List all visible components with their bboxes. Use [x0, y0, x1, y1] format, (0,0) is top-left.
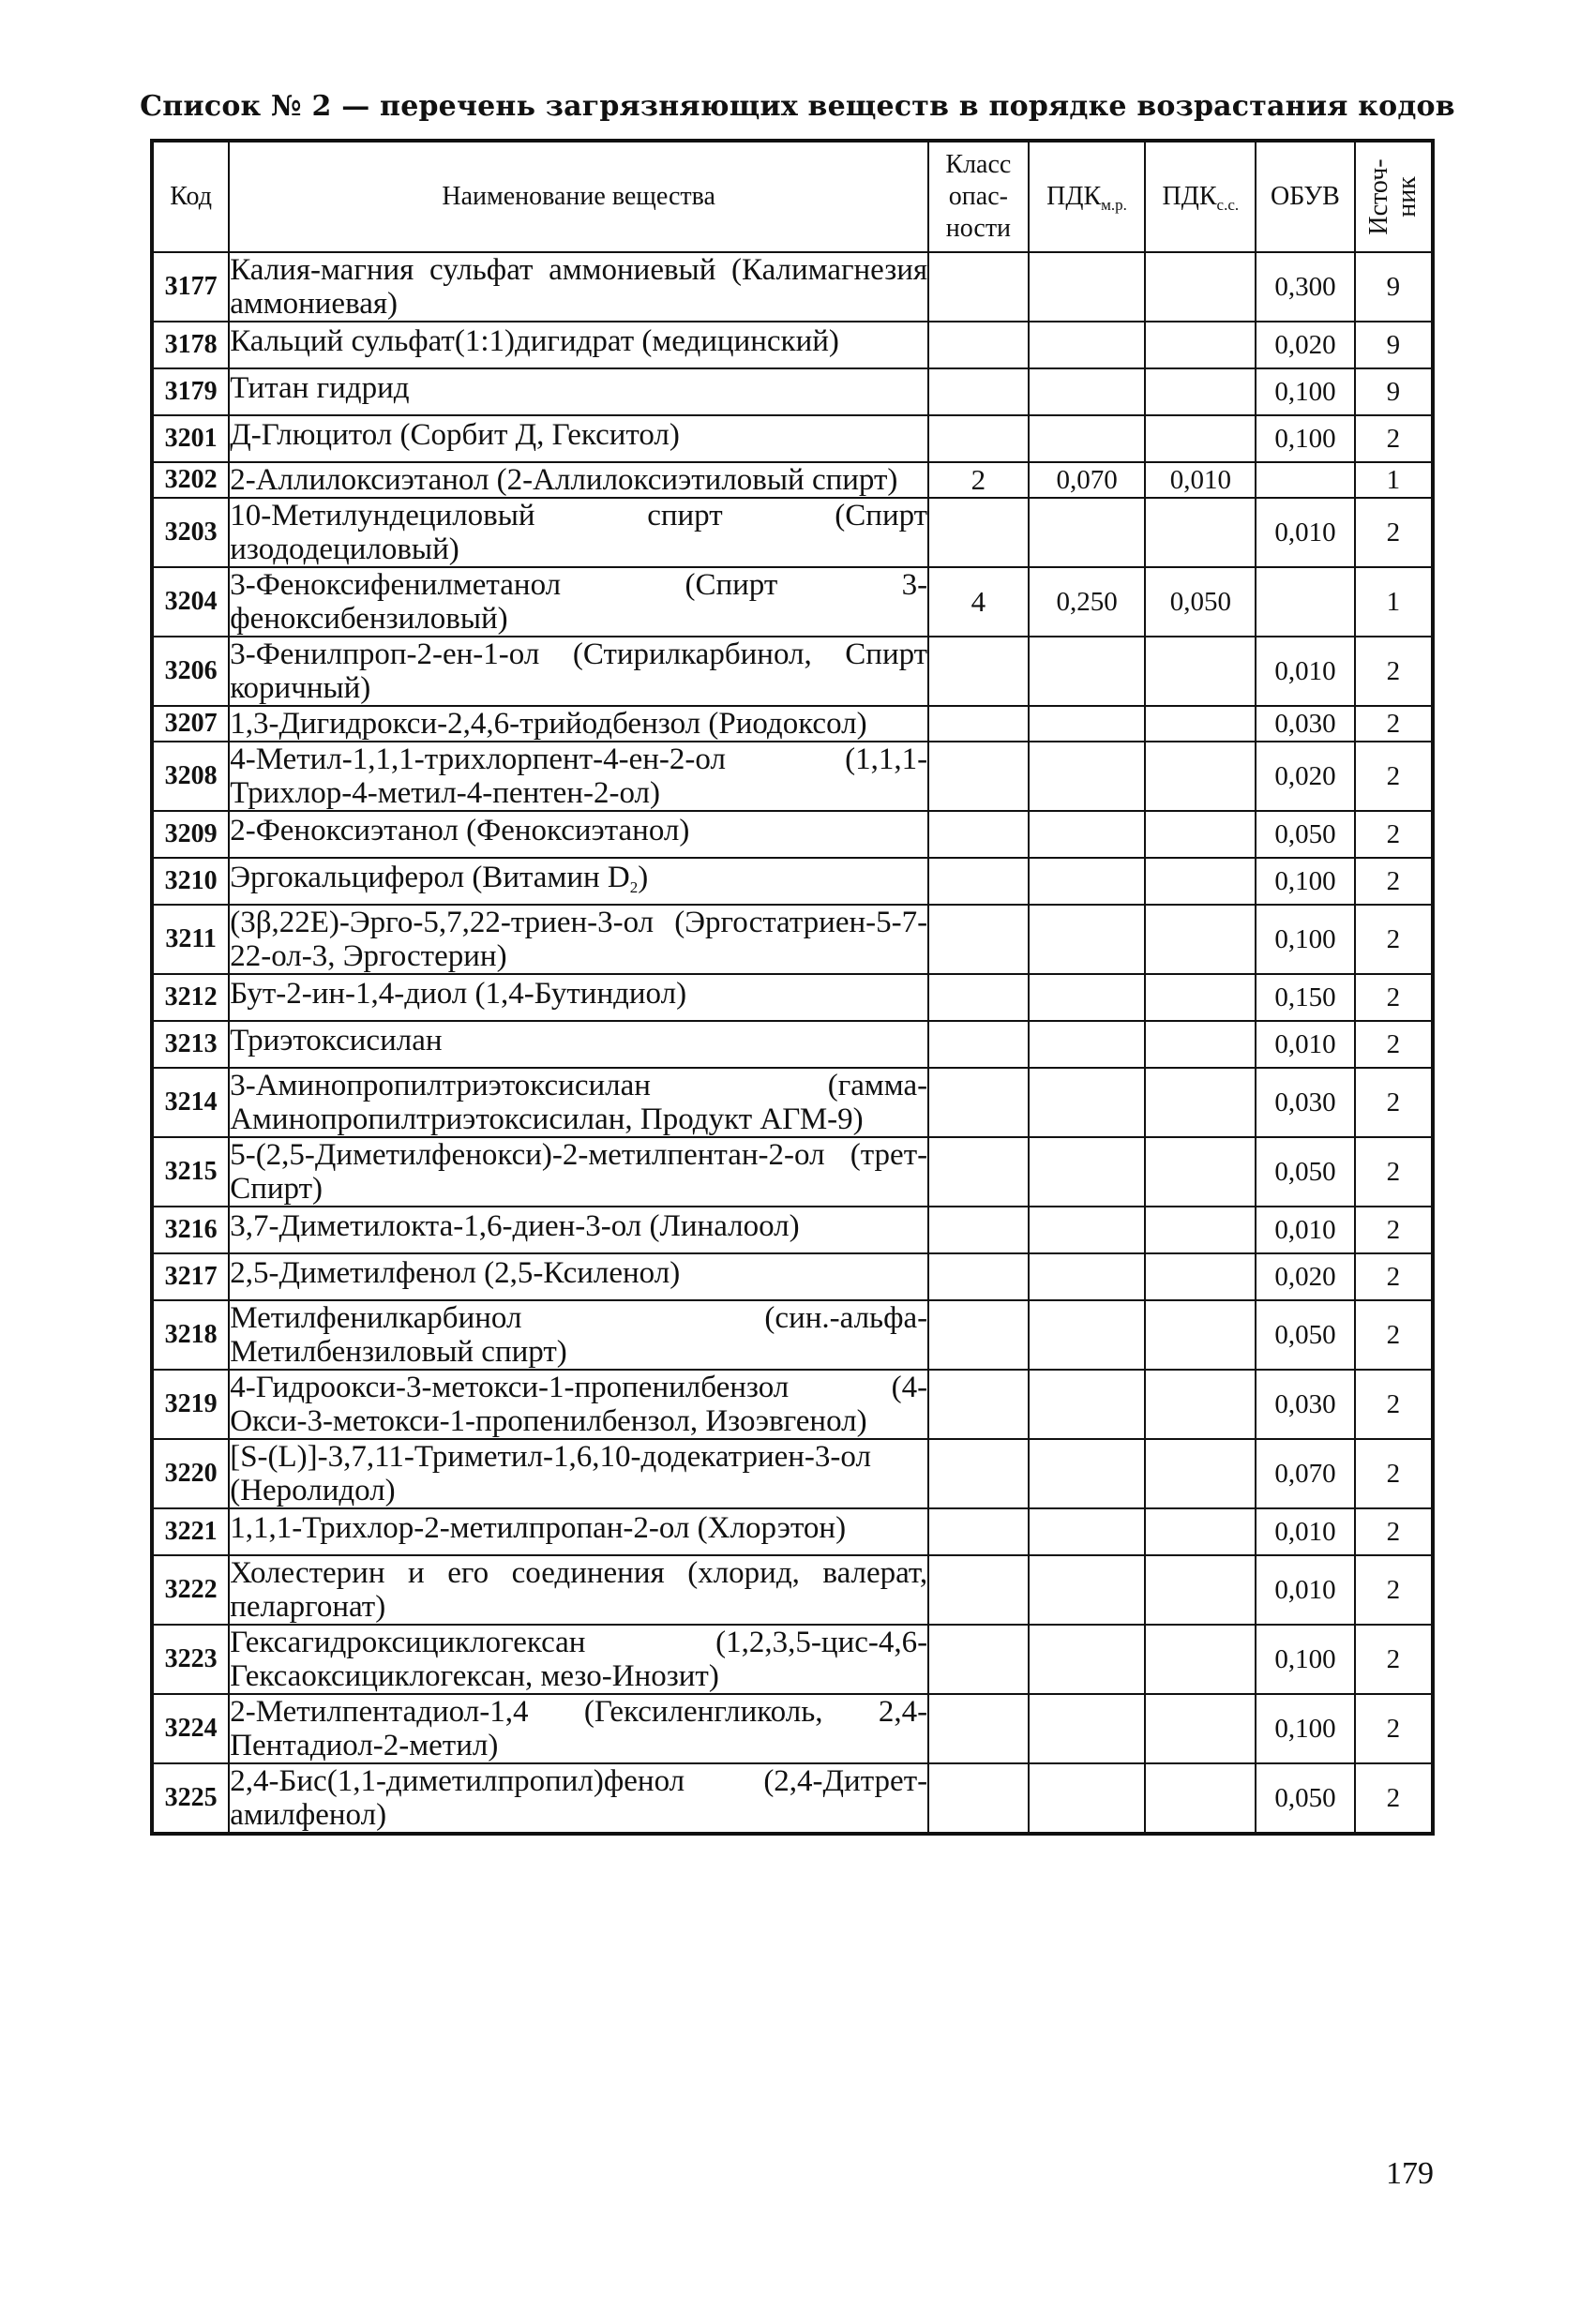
source-value: 1: [1355, 567, 1433, 637]
pdk-ss-value: [1145, 1508, 1256, 1555]
substance-code: 3202: [152, 462, 229, 498]
table-row: [152, 1625, 1433, 1694]
pdk-mr-value: 0,250: [1029, 567, 1146, 637]
pdk-ss-value: [1145, 1625, 1256, 1694]
obuv-value: 0,070: [1256, 1439, 1355, 1508]
table-header-row: [152, 141, 1433, 252]
substances-table: [150, 139, 1435, 1836]
hazard-class: [928, 1253, 1029, 1300]
table-row: [152, 1694, 1433, 1763]
source-value: 9: [1355, 252, 1433, 322]
source-value: 2: [1355, 905, 1433, 974]
hazard-class: [928, 706, 1029, 742]
pdk-mr-value: [1029, 905, 1146, 974]
obuv-value: 0,030: [1256, 706, 1355, 742]
substance-name: 3-Фенилпроп-2-ен-1-ол (Стирилкарбинол, Спирт коричный): [230, 637, 928, 705]
obuv-value: 0,100: [1256, 905, 1355, 974]
table-row: [152, 637, 1433, 706]
obuv-value: 0,050: [1256, 1763, 1355, 1834]
substance-code: 3222: [152, 1555, 229, 1625]
pdk-mr-value: [1029, 1207, 1146, 1253]
source-value: 2: [1355, 1207, 1433, 1253]
hazard-class: [928, 1555, 1029, 1625]
table-row: [152, 1207, 1433, 1253]
pdk-mr-value: [1029, 1253, 1146, 1300]
pdk-mr-value: [1029, 252, 1146, 322]
page-number: 179: [1386, 2156, 1434, 2191]
obuv-value: 0,010: [1256, 1021, 1355, 1068]
obuv-value: 0,020: [1256, 1253, 1355, 1300]
obuv-value: 0,050: [1256, 811, 1355, 858]
substance-name: [S-(L)]-3,7,11-Триметил-1,6,10-додекатриен-3-ол (Неролидол): [229, 1439, 928, 1508]
table-row: [152, 742, 1433, 811]
source-value: 2: [1355, 1137, 1433, 1207]
substance-name: 2-Аллилоксиэтанол (2-Аллилоксиэтиловый спирт): [229, 462, 928, 498]
hazard-class: [928, 498, 1029, 567]
substance-code: 3204: [152, 567, 229, 637]
source-value: 2: [1355, 811, 1433, 858]
substance-name: 10-Метилундециловый спирт (Спирт изододециловый): [230, 499, 928, 566]
pdk-mr-value: [1029, 368, 1146, 415]
substance-name: 2-Метилпентадиол-1,4 (Гексиленгликоль, 2,4-Пентадиол-2-метил): [230, 1695, 928, 1762]
obuv-value: [1256, 462, 1355, 498]
hazard-class: [928, 742, 1029, 811]
substance-code: 3210: [152, 858, 229, 905]
source-value: 9: [1355, 322, 1433, 368]
substance-code: 3212: [152, 974, 229, 1021]
hazard-class: [928, 1508, 1029, 1555]
source-value: 2: [1355, 1370, 1433, 1439]
obuv-value: 0,100: [1256, 1694, 1355, 1763]
substance-code: 3208: [152, 742, 229, 811]
source-value: 2: [1355, 1763, 1433, 1834]
obuv-value: 0,100: [1256, 858, 1355, 905]
table-row: [152, 974, 1433, 1021]
table-row: [152, 905, 1433, 974]
header-code: Код: [152, 141, 229, 252]
header-pdk-mr: $ПДК_{м.р.}$: [1029, 141, 1146, 252]
pdk-mr-value: [1029, 1370, 1146, 1439]
pdk-ss-value: [1145, 1068, 1256, 1137]
obuv-value: 0,020: [1256, 742, 1355, 811]
hazard-class: [928, 1300, 1029, 1370]
hazard-class: [928, 1625, 1029, 1694]
source-value: 2: [1355, 974, 1433, 1021]
pdk-mr-value: [1029, 415, 1146, 462]
pdk-mr-value: [1029, 322, 1146, 368]
hazard-class: [928, 415, 1029, 462]
source-value: 2: [1355, 1439, 1433, 1508]
substance-code: 3209: [152, 811, 229, 858]
substance-name: 3-Феноксифенилметанол (Спирт 3-феноксибензиловый): [230, 568, 928, 636]
substance-name: Холестерин и его соединения (хлорид, валерат, пеларгонат): [230, 1556, 928, 1624]
pdk-mr-value: 0,070: [1029, 462, 1146, 498]
substance-code: 3217: [152, 1253, 229, 1300]
source-value: 2: [1355, 1555, 1433, 1625]
substance-code: 3218: [152, 1300, 229, 1370]
substance-name: Кальций сульфат(1:1)дигидрат (медицинский): [229, 322, 928, 368]
hazard-class: [928, 974, 1029, 1021]
substance-name: 1,1,1-Трихлор-2-метилпропан-2-ол (Хлорэтон): [229, 1508, 928, 1555]
obuv-value: 0,150: [1256, 974, 1355, 1021]
substance-code: 3216: [152, 1207, 229, 1253]
table-row: [152, 415, 1433, 462]
pdk-mr-value: [1029, 1555, 1146, 1625]
source-value: 2: [1355, 742, 1433, 811]
pdk-mr-value: [1029, 637, 1146, 706]
substance-name: 2-Феноксиэтанол (Феноксиэтанол): [229, 811, 928, 858]
substance-code: 3179: [152, 368, 229, 415]
substance-name: 4-Гидроокси-3-метокси-1-пропенилбензол (4-Окси-3-метокси-1-пропенилбензол, Изоэвгенол): [230, 1371, 928, 1438]
obuv-value: 0,050: [1256, 1300, 1355, 1370]
substance-name: Триэтоксисилан: [229, 1021, 928, 1068]
hazard-class: [928, 637, 1029, 706]
substance-name: Эргокальциферол (Витамин $D_2$): [229, 858, 928, 905]
pdk-ss-value: [1145, 368, 1256, 415]
pdk-ss-value: [1145, 252, 1256, 322]
obuv-value: 0,010: [1256, 1207, 1355, 1253]
substance-name: (3β,22E)-Эрго-5,7,22-триен-3-ол (Эргостатриен-5-7-22-ол-3, Эргостерин): [230, 906, 928, 973]
source-value: 2: [1355, 1508, 1433, 1555]
hazard-class: [928, 1439, 1029, 1508]
obuv-value: 0,050: [1256, 1137, 1355, 1207]
obuv-value: 0,100: [1256, 415, 1355, 462]
table-row: [152, 368, 1433, 415]
substance-name: 5-(2,5-Диметилфенокси)-2-метилпентан-2-ол (трет-Спирт): [230, 1138, 928, 1206]
table-row: [152, 811, 1433, 858]
pdk-mr-value: [1029, 1508, 1146, 1555]
pdk-ss-value: [1145, 1555, 1256, 1625]
substance-code: 3224: [152, 1694, 229, 1763]
table-row: [152, 1137, 1433, 1207]
pdk-mr-value: [1029, 811, 1146, 858]
pdk-ss-value: 0,010: [1145, 462, 1256, 498]
hazard-class: [928, 1137, 1029, 1207]
substance-name: Калия-магния сульфат аммониевый (Калимагнезия аммониевая): [230, 253, 928, 321]
pdk-ss-value: 0,050: [1145, 567, 1256, 637]
hazard-class: [928, 1068, 1029, 1137]
pdk-ss-value: [1145, 974, 1256, 1021]
obuv-value: 0,100: [1256, 368, 1355, 415]
pdk-mr-value: [1029, 1439, 1146, 1508]
obuv-value: 0,030: [1256, 1370, 1355, 1439]
header-pdk-ss: $ПДК_{с.с.}$: [1145, 141, 1256, 252]
source-value: 2: [1355, 415, 1433, 462]
pdk-mr-value: [1029, 1625, 1146, 1694]
pdk-mr-value: [1029, 1763, 1146, 1834]
substance-code: 3220: [152, 1439, 229, 1508]
substance-code: 3219: [152, 1370, 229, 1439]
hazard-class: [928, 1207, 1029, 1253]
substance-code: 3207: [152, 706, 229, 742]
source-value: 2: [1355, 858, 1433, 905]
obuv-value: 0,010: [1256, 1555, 1355, 1625]
substance-code: 3213: [152, 1021, 229, 1068]
header-obuv: ОБУВ: [1256, 141, 1355, 252]
pdk-ss-value: [1145, 637, 1256, 706]
hazard-class: 4: [928, 567, 1029, 637]
pdk-ss-value: [1145, 1207, 1256, 1253]
substance-name: Титан гидрид: [229, 368, 928, 415]
pdk-ss-value: [1145, 1137, 1256, 1207]
source-value: 9: [1355, 368, 1433, 415]
source-value: 2: [1355, 1694, 1433, 1763]
source-value: 2: [1355, 498, 1433, 567]
substance-name: Бут-2-ин-1,4-диол (1,4-Бутиндиол): [229, 974, 928, 1021]
table-row: [152, 252, 1433, 322]
table-row: [152, 498, 1433, 567]
pdk-ss-value: [1145, 1370, 1256, 1439]
pdk-ss-value: [1145, 811, 1256, 858]
page-title: Список № 2 — перечень загрязняющих веществ в порядке возрастания кодов: [140, 90, 1455, 123]
substance-name: 2,5-Диметилфенол (2,5-Ксиленол): [229, 1253, 928, 1300]
table-row: [152, 1555, 1433, 1625]
table-row: [152, 322, 1433, 368]
table-row: [152, 1439, 1433, 1508]
table-row: [152, 1253, 1433, 1300]
table-row: [152, 1508, 1433, 1555]
table-row: [152, 1300, 1433, 1370]
pdk-mr-value: [1029, 1021, 1146, 1068]
header-source: Источ- ник: [1355, 141, 1433, 252]
pdk-ss-value: [1145, 415, 1256, 462]
table-row: [152, 567, 1433, 637]
pdk-ss-value: [1145, 1021, 1256, 1068]
substance-name: 3,7-Диметилокта-1,6-диен-3-ол (Линалоол): [229, 1207, 928, 1253]
substance-name: Метилфенилкарбинол (син.-альфа-Метилбензиловый спирт): [230, 1301, 928, 1369]
substance-code: 3223: [152, 1625, 229, 1694]
pdk-mr-value: [1029, 1300, 1146, 1370]
hazard-class: [928, 252, 1029, 322]
table-row: [152, 706, 1433, 742]
obuv-value: [1256, 567, 1355, 637]
pdk-mr-value: [1029, 1068, 1146, 1137]
table-row: [152, 1068, 1433, 1137]
obuv-value: 0,300: [1256, 252, 1355, 322]
source-value: 2: [1355, 1021, 1433, 1068]
pdk-mr-value: [1029, 498, 1146, 567]
pdk-ss-value: [1145, 1694, 1256, 1763]
substance-code: 3177: [152, 252, 229, 322]
hazard-class: [928, 905, 1029, 974]
hazard-class: [928, 1763, 1029, 1834]
header-name: Наименование вещества: [229, 141, 928, 252]
pdk-ss-value: [1145, 858, 1256, 905]
pdk-ss-value: [1145, 742, 1256, 811]
obuv-value: 0,100: [1256, 1625, 1355, 1694]
substance-code: 3221: [152, 1508, 229, 1555]
hazard-class: [928, 1370, 1029, 1439]
substance-code: 3215: [152, 1137, 229, 1207]
obuv-value: 0,010: [1256, 498, 1355, 567]
pdk-mr-value: [1029, 1694, 1146, 1763]
pdk-ss-value: [1145, 322, 1256, 368]
source-value: 2: [1355, 637, 1433, 706]
hazard-class: [928, 322, 1029, 368]
obuv-value: 0,010: [1256, 1508, 1355, 1555]
substance-code: 3206: [152, 637, 229, 706]
substance-code: 3225: [152, 1763, 229, 1834]
pdk-mr-value: [1029, 742, 1146, 811]
source-value: 2: [1355, 1625, 1433, 1694]
table-row: [152, 462, 1433, 498]
pdk-mr-value: [1029, 706, 1146, 742]
pdk-mr-value: [1029, 974, 1146, 1021]
obuv-value: 0,010: [1256, 637, 1355, 706]
source-value: 2: [1355, 1068, 1433, 1137]
substance-name: 4-Метил-1,1,1-трихлорпент-4-ен-2-ол (1,1,1-Трихлор-4-метил-4-пентен-2-ол): [230, 742, 928, 810]
hazard-class: [928, 368, 1029, 415]
pdk-ss-value: [1145, 1253, 1256, 1300]
source-value: 1: [1355, 462, 1433, 498]
pdk-ss-value: [1145, 706, 1256, 742]
table-row: [152, 858, 1433, 905]
substance-code: 3211: [152, 905, 229, 974]
table-row: [152, 1021, 1433, 1068]
substance-name: 2,4-Бис(1,1-диметилпропил)фенол (2,4-Дитрет-амилфенол): [230, 1764, 928, 1832]
hazard-class: [928, 858, 1029, 905]
substance-code: 3214: [152, 1068, 229, 1137]
pdk-mr-value: [1029, 1137, 1146, 1207]
substance-code: 3178: [152, 322, 229, 368]
substance-name: Д-Глюцитол (Сорбит Д, Гекситол): [229, 415, 928, 462]
source-value: 2: [1355, 1300, 1433, 1370]
pdk-ss-value: [1145, 905, 1256, 974]
table-row: [152, 1370, 1433, 1439]
substance-code: 3203: [152, 498, 229, 567]
pdk-ss-value: [1145, 498, 1256, 567]
obuv-value: 0,020: [1256, 322, 1355, 368]
hazard-class: [928, 1694, 1029, 1763]
substance-code: 3201: [152, 415, 229, 462]
obuv-value: 0,030: [1256, 1068, 1355, 1137]
pdk-ss-value: [1145, 1439, 1256, 1508]
source-value: 2: [1355, 706, 1433, 742]
source-value: 2: [1355, 1253, 1433, 1300]
hazard-class: [928, 811, 1029, 858]
header-class: Класс опас- ности: [928, 141, 1029, 252]
pdk-mr-value: [1029, 858, 1146, 905]
pdk-ss-value: [1145, 1763, 1256, 1834]
substance-name: Гексагидроксициклогексан (1,2,3,5-цис-4,6-Гексаоксициклогексан, мезо-Инозит): [230, 1626, 928, 1693]
substance-name: 3-Аминопропилтриэтоксисилан (гамма-Аминопропилтриэтоксисилан, Продукт АГМ-9): [230, 1069, 928, 1136]
substance-name: 1,3-Дигидрокси-2,4,6-трийодбензол (Риодоксол): [229, 706, 928, 742]
pdk-ss-value: [1145, 1300, 1256, 1370]
hazard-class: [928, 1021, 1029, 1068]
hazard-class: 2: [928, 462, 1029, 498]
table-row: [152, 1763, 1433, 1834]
